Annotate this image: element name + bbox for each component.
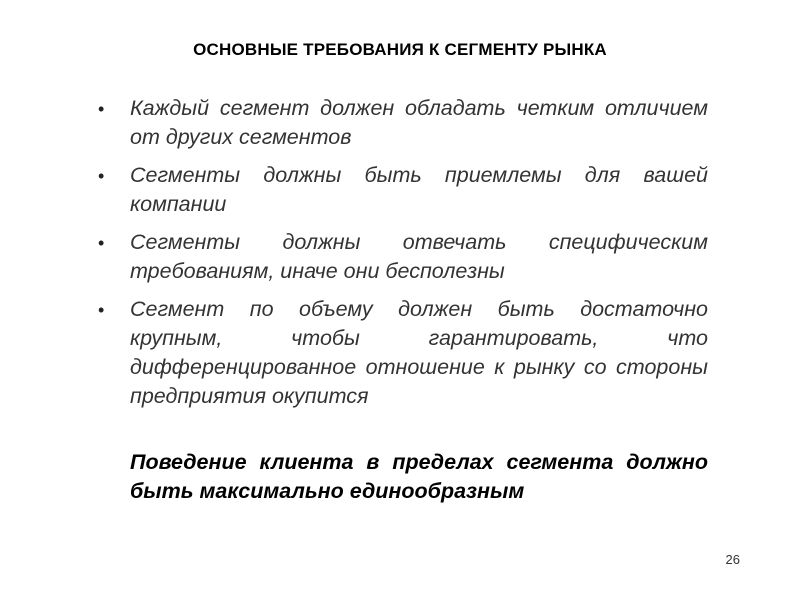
bullet-icon: • xyxy=(98,99,105,119)
bullet-item xyxy=(98,161,708,219)
bullet-text: Сегмент по объему должен быть достаточно крупным, чтобы гарантировать, что дифференцированное отношение к рынку со стороны предприятия окупится xyxy=(130,297,708,408)
bullet-icon: • xyxy=(98,233,105,253)
bullet-list xyxy=(98,94,708,420)
bullet-text: Сегменты должны отвечать специфическим требованиям, иначе они бесполезны xyxy=(130,230,708,283)
bullet-item xyxy=(98,295,708,411)
bullet-text: Каждый сегмент должен обладать четким отличием от других сегментов xyxy=(130,96,708,149)
slide-title: ОСНОВНЫЕ ТРЕБОВАНИЯ К СЕГМЕНТУ РЫНКА xyxy=(193,40,607,59)
conclusion-text: Поведение клиента в пределах сегмента должно быть максимально единообразным xyxy=(130,450,708,503)
page-number: 26 xyxy=(725,552,740,567)
bullet-text: Сегменты должны быть приемлемы для вашей компании xyxy=(130,163,708,216)
bullet-icon: • xyxy=(98,300,105,320)
bullet-item xyxy=(98,228,708,286)
bullet-icon: • xyxy=(98,166,105,186)
bullet-item xyxy=(98,94,708,152)
